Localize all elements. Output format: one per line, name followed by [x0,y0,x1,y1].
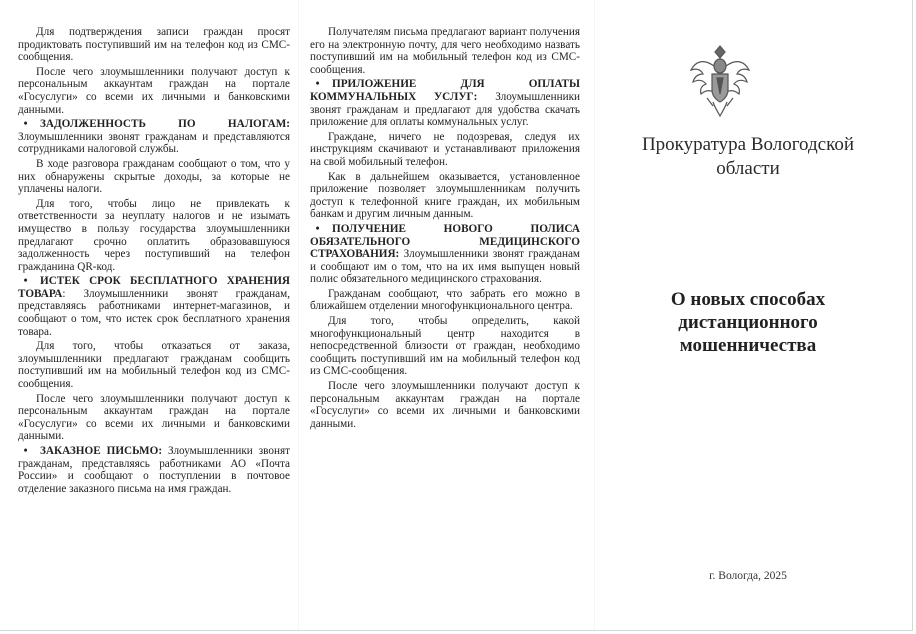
section-heading: ЗАДОЛЖЕННОСТЬ ПО НАЛОГАМ: [40,118,290,131]
bullet-icon: • [18,445,28,457]
paragraph: После чего злоумышленники получают доступ к персональным аккаунтам граждан на портале «Госуслуги» со всеми их личными и банковскими данными. [18,392,290,443]
paragraph: Как в дальнейшем оказывается, установленное приложение позволяет злоумышленникам получить доступ к телефонной книге граждан, их мобильным банкам и другим личным данным. [310,170,580,221]
bullet-icon: • [310,222,320,235]
document-title [598,288,898,357]
organization-line: Прокуратура Вологодской [641,134,855,155]
title-line: мошенничества [679,335,817,356]
section-heading: ЗАКАЗНОЕ ПИСЬМО: [40,445,163,457]
section-new-insurance-policy [310,223,580,286]
section-tax-debt [18,118,290,156]
organization-name [598,133,898,181]
bullet-icon: • [18,275,28,288]
cover-panel [598,0,898,630]
title-line: О новых способах [670,289,826,310]
paragraph: После чего злоумышленники получают доступ к персональным аккаунтам граждан на портале «Госуслуги» со всеми их личными и банковскими данными. [18,65,290,116]
section-heading: ИСТЕК СРОК БЕСПЛАТНОГО ХРАНЕНИЯ ТОВАРА [18,275,290,300]
section-text: Злоумышленники звонят гражданам и сообщают им о том, что на их имя выпущен новый полис обязательного медицинского страхования. [310,248,580,286]
section-registered-letter [18,445,290,495]
paragraph: Для того, чтобы определить, какой многофункциональный центр находится в непосредственной близости от граждан, необходимо сообщить поступивший им на мобильный телефон код из СМС-сообщения. [310,315,580,378]
section-heading: ПОЛУЧЕНИЕ НОВОГО ПОЛИСА ОБЯЗАТЕЛЬНОГО МЕДИЦИНСКОГО СТРАХОВАНИЯ: [310,222,580,261]
bullet-icon: • [310,78,320,91]
bullet-icon: • [18,118,28,131]
left-column [18,26,290,495]
section-storage-expired [18,275,290,338]
city-year: г. Вологда, 2025 [709,570,787,582]
paragraph: Для того, чтобы отказаться от заказа, злоумышленники предлагают гражданам сообщить поступивший им на мобильный телефон код из СМС-сообщения. [18,340,290,391]
paragraph: В ходе разговора гражданам сообщают о том, что у них обнаружены скрытые доходы, за которые не уплачены налоги. [18,157,290,196]
fold-line [594,0,595,630]
paragraph: Получателям письма предлагают вариант получения его на электронную почту, для чего необходимо назвать поступивший им на мобильный телефон код из СМС-сообщения. [310,26,580,76]
paragraph: Для подтверждения записи граждан просят продиктовать поступивший им на телефон код из СМС-сообщения. [18,26,290,64]
paragraph: Для того, чтобы лицо не привлекать к ответственности за неуплату налогов и не изымать имущество в пользу государства злоумышленники предлагают срочно оплатить образовавшуюся задолженность через поступивший на телефон гражданина QR-код. [18,197,290,273]
paragraph: Граждане, ничего не подозревая, следуя их инструкциям скачивают и устанавливают приложения на свой мобильный телефон. [310,130,580,168]
middle-column [310,26,580,430]
fold-line [298,0,299,630]
paragraph: После чего злоумышленники получают доступ к персональным аккаунтам граждан на портале «Госуслуги» со всеми их личными и банковскими данными. [310,380,580,430]
paragraph: Гражданам сообщают, что забрать его можно в ближайшем отделении многофункционального центра. [310,287,580,313]
prosecutor-emblem-icon [689,44,751,118]
section-text: Злоумышленники звонят гражданам и предлагают для удобства скачать приложение для оплаты коммунальных услуг. [310,90,580,129]
section-text: Злоумышленники звонят гражданам, представляясь работниками АО «Почта России» и сообщают о поступлении в почтовое отделение заказного письма на имя граждан. [18,445,290,495]
section-text: Злоумышленники звонят гражданам и представляются сотрудниками налоговой службы. [18,130,290,156]
section-text: : Злоумышленники звонят гражданам, представляясь работниками интернет-магазинов, и сообщают о том, что истек срок бесплатного хранения товара. [18,287,290,338]
section-utility-app [310,78,580,128]
title-line: дистанционного [678,312,818,333]
section-heading: ПРИЛОЖЕНИЕ ДЛЯ ОПЛАТЫ КОММУНАЛЬНЫХ УСЛУГ: [310,78,580,103]
organization-line: области [716,158,780,179]
